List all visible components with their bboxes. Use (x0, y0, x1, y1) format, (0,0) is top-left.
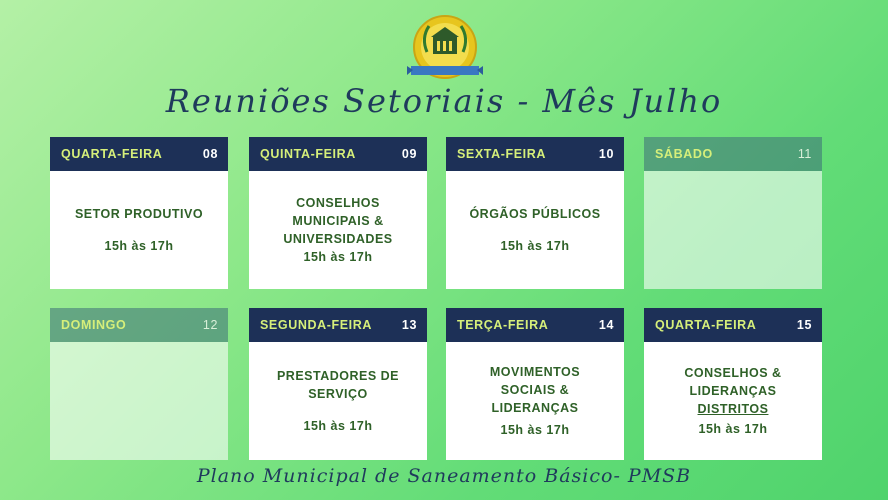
card-body (50, 171, 228, 289)
weekday-label: SÁBADO (655, 147, 713, 161)
date-number: 09 (401, 147, 417, 161)
event-line: CONSELHOS (296, 196, 380, 210)
date-number: 11 (797, 147, 812, 161)
card-body (644, 342, 822, 460)
event-time: 15h às 17h (500, 239, 570, 253)
card-body-empty (50, 342, 228, 460)
weekday-label: SEGUNDA-FEIRA (260, 318, 372, 332)
card-header (50, 137, 228, 171)
card-header (50, 308, 228, 342)
card-body-empty (644, 171, 822, 289)
event-line: CONSELHOS & (684, 366, 782, 380)
event-line: LIDERANÇAS (491, 401, 579, 415)
weekday-label: SEXTA-FEIRA (457, 147, 547, 161)
card-body (249, 342, 427, 460)
event-time: 15h às 17h (500, 423, 570, 437)
date-number: 10 (598, 147, 614, 161)
page-title: Reuniões Setoriais - Mês Julho (165, 82, 723, 120)
event-line: PRESTADORES DE (276, 369, 400, 383)
districts-link[interactable]: DISTRITOS (697, 402, 769, 416)
card-header (644, 308, 822, 342)
day-card-12 (50, 308, 228, 460)
weekday-label: TERÇA-FEIRA (457, 318, 549, 332)
card-header (446, 308, 624, 342)
event-line: MOVIMENTOS (489, 365, 581, 379)
event-line: LIDERANÇAS (689, 384, 777, 398)
date-number: 15 (796, 318, 812, 332)
day-card-14 (446, 308, 624, 460)
event-line: ÓRGÃOS PÚBLICOS (469, 207, 601, 221)
day-card-09 (249, 137, 427, 289)
municipal-seal-logo (407, 14, 483, 84)
event-line: SETOR PRODUTIVO (74, 207, 204, 221)
date-number: 12 (202, 318, 218, 332)
event-line: SERVIÇO (308, 387, 368, 401)
card-body (446, 342, 624, 460)
weekday-label: DOMINGO (61, 318, 127, 332)
event-time: 15h às 17h (104, 239, 174, 253)
weekday-label: QUARTA-FEIRA (655, 318, 757, 332)
event-time: 15h às 17h (303, 419, 373, 433)
day-card-15 (644, 308, 822, 460)
day-card-10 (446, 137, 624, 289)
event-line: SOCIAIS & (500, 383, 570, 397)
card-header (249, 137, 427, 171)
day-card-11 (644, 137, 822, 289)
date-number: 14 (598, 318, 614, 332)
card-body (249, 171, 427, 289)
date-number: 08 (202, 147, 218, 161)
card-header (249, 308, 427, 342)
footer-caption: Plano Municipal de Saneamento Básico- PMSB (196, 465, 692, 487)
card-body (446, 171, 624, 289)
event-time: 15h às 17h (698, 422, 768, 436)
weekday-label: QUARTA-FEIRA (61, 147, 163, 161)
date-number: 13 (401, 318, 417, 332)
day-card-13 (249, 308, 427, 460)
event-line: MUNICIPAIS & (292, 214, 384, 228)
card-header (644, 137, 822, 171)
event-line: UNIVERSIDADES (283, 232, 393, 246)
day-card-08 (50, 137, 228, 289)
card-header (446, 137, 624, 171)
event-time: 15h às 17h (303, 250, 373, 264)
weekday-label: QUINTA-FEIRA (260, 147, 356, 161)
